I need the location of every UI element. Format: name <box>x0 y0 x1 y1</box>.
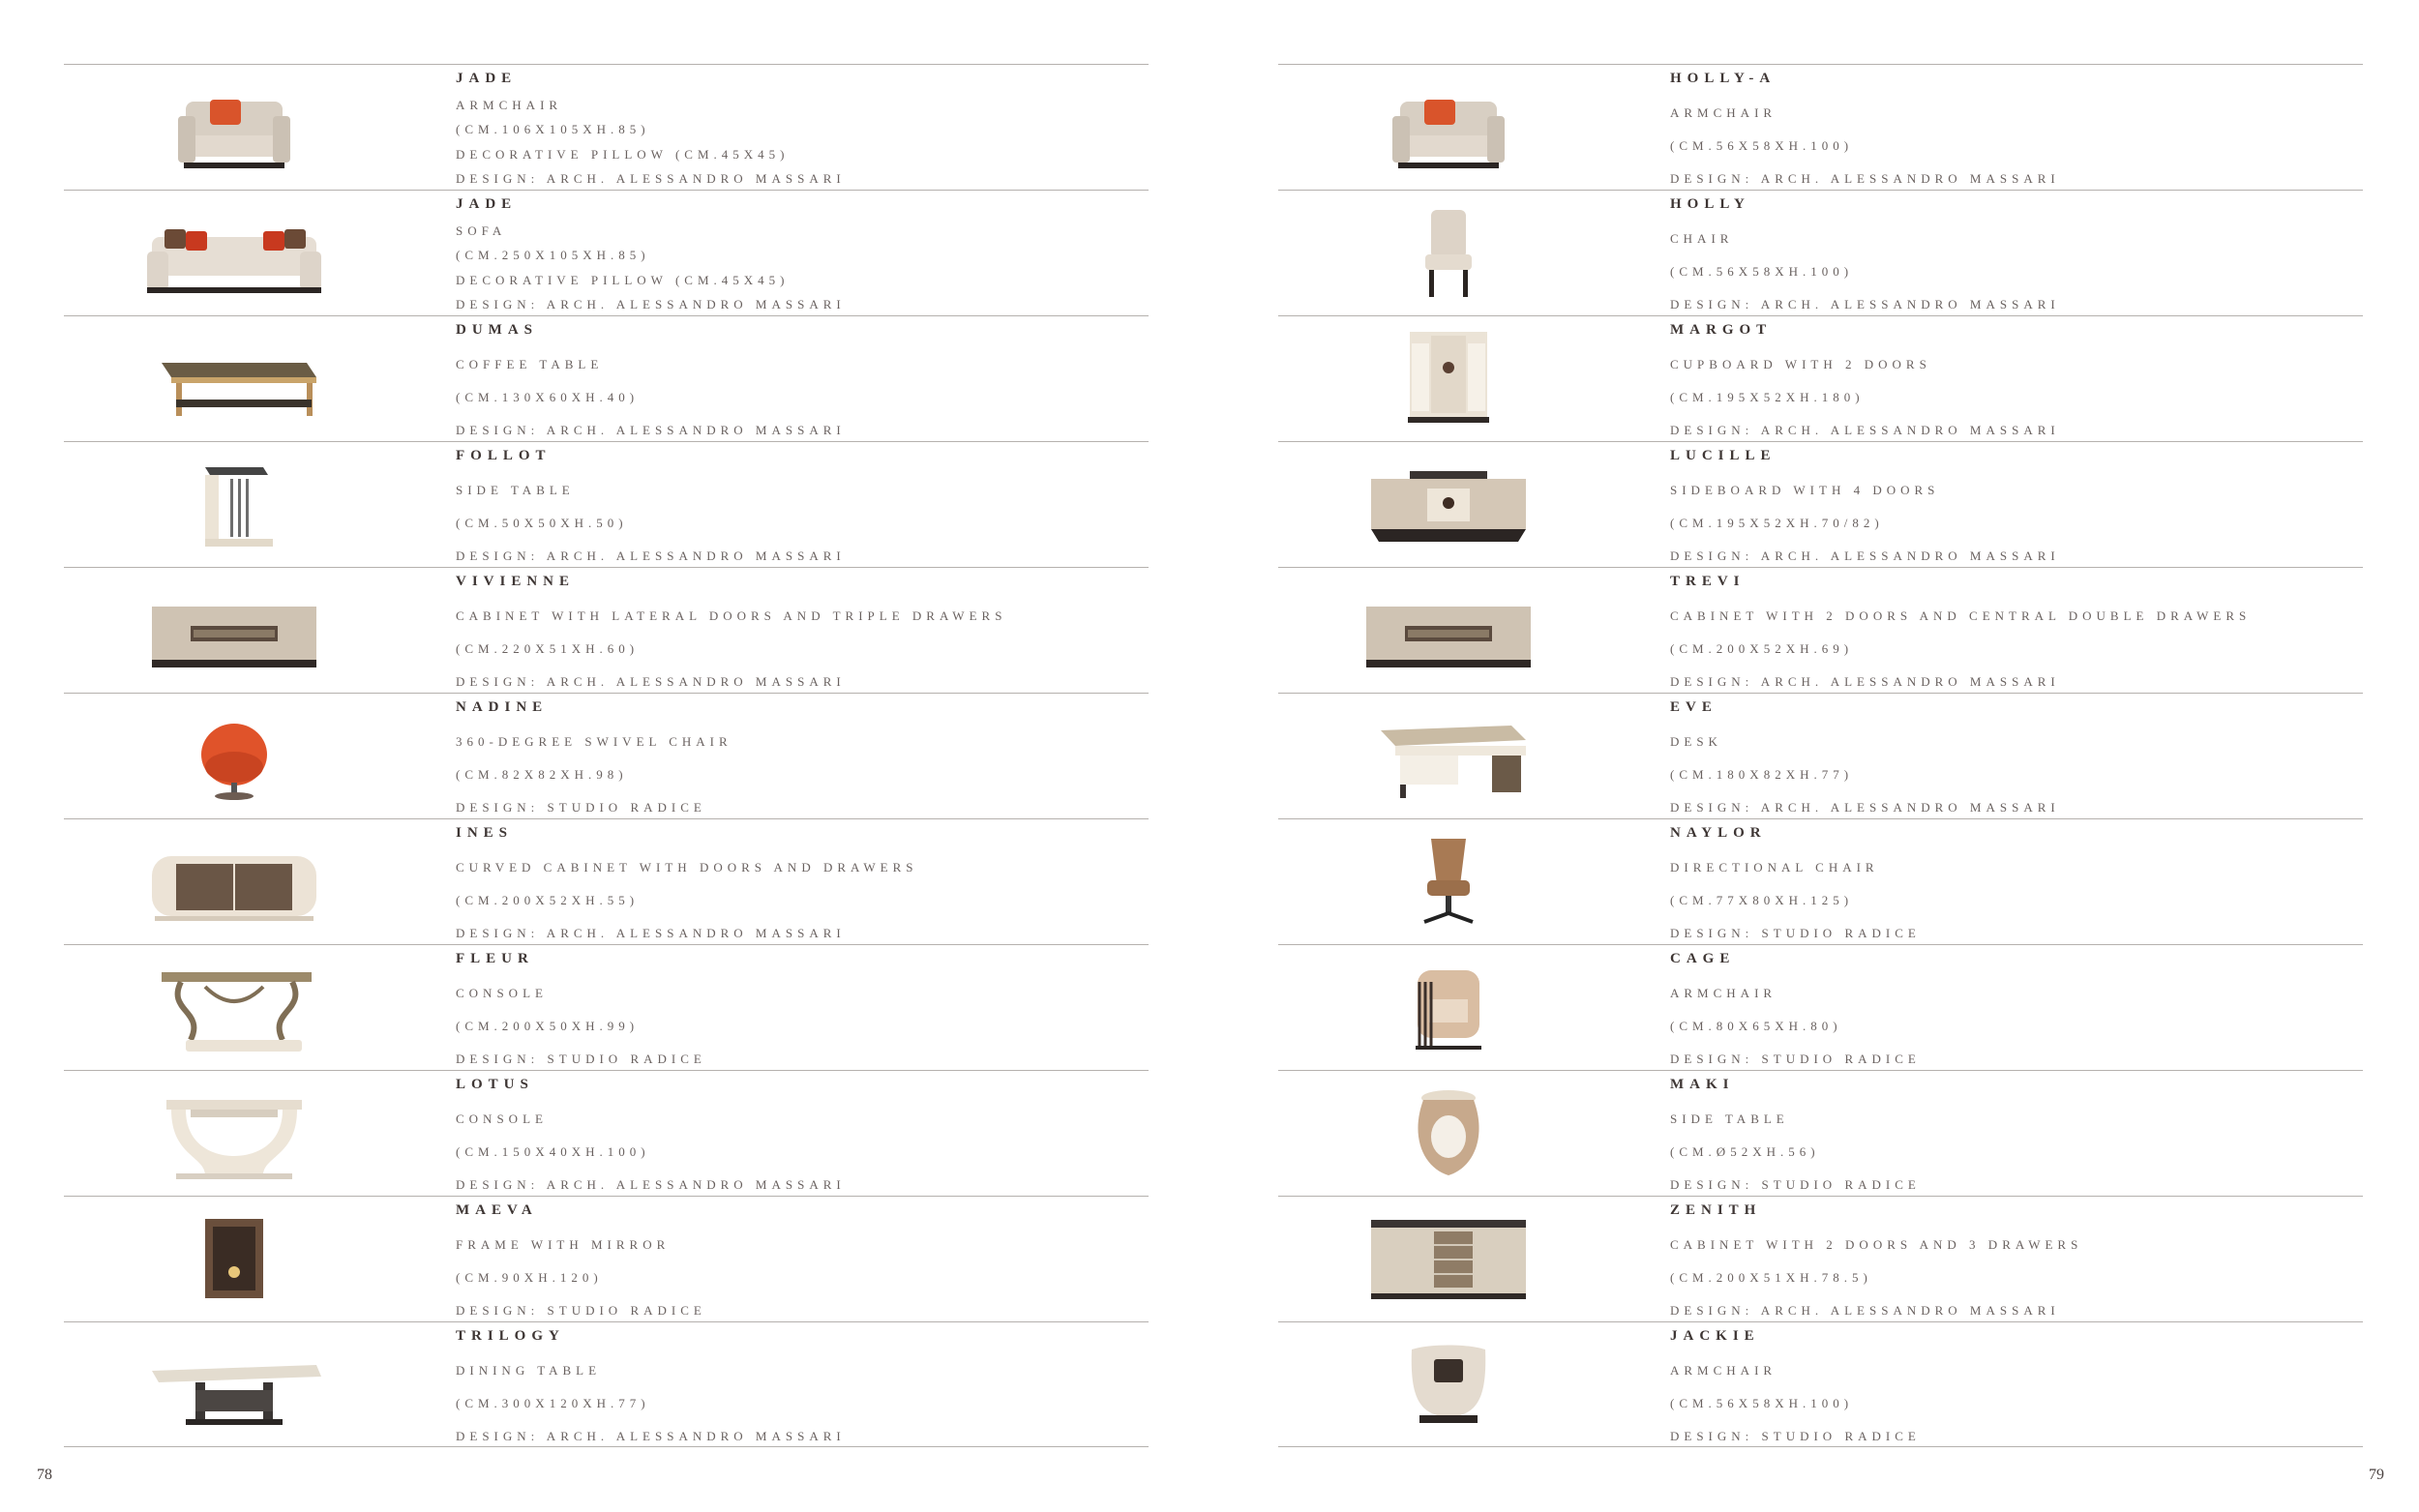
product-info <box>456 1075 1149 1193</box>
product-info <box>1670 194 2363 312</box>
product-name: MAEVA <box>456 1202 538 1218</box>
product-info <box>1670 572 2363 690</box>
product-detail-line: DESIGN: ARCH. ALESSANDRO MASSARI <box>1670 548 2060 563</box>
product-name: JADE <box>456 71 518 86</box>
product-info <box>1670 1201 2363 1319</box>
product-detail-line: DESIGN: STUDIO RADICE <box>456 1052 706 1066</box>
product-detail-line: DESIGN: STUDIO RADICE <box>1670 1429 1921 1443</box>
product-detail-line: DESIGN: STUDIO RADICE <box>1670 1052 1921 1066</box>
product-name: TRILOGY <box>456 1328 565 1344</box>
coffee-table-icon <box>137 324 331 432</box>
product-detail-line: (CM.50X50XH.50) <box>456 516 628 530</box>
product-name: MAKI <box>1670 1077 1735 1092</box>
product-row <box>1278 64 2363 190</box>
product-detail-line: DECORATIVE PILLOW (CM.45X45) <box>456 272 790 287</box>
product-detail-line: DESIGN: ARCH. ALESSANDRO MASSARI <box>1670 171 2060 186</box>
product-detail-line: COFFEE TABLE <box>456 357 604 371</box>
product-row <box>64 944 1149 1070</box>
product-detail-line: DESIGN: ARCH. ALESSANDRO MASSARI <box>456 423 846 437</box>
catalog-page-left <box>64 64 1149 1447</box>
product-info <box>1670 69 2363 187</box>
product-info <box>456 69 1149 187</box>
side-table-icon <box>137 450 331 558</box>
product-detail-line: DESIGN: ARCH. ALESSANDRO MASSARI <box>456 171 846 186</box>
tub-armchair-icon <box>1352 1330 1545 1438</box>
sofa-icon <box>137 198 331 307</box>
product-row <box>1278 818 2363 944</box>
console-icon <box>137 1079 331 1187</box>
curved-cabinet-icon <box>137 827 331 935</box>
product-detail-line: (CM.195X52XH.70/82) <box>1670 516 1884 530</box>
product-detail-line: ARMCHAIR <box>456 97 563 112</box>
product-row <box>1278 567 2363 693</box>
product-info <box>456 320 1149 438</box>
product-detail-line: (CM.200X50XH.99) <box>456 1019 640 1033</box>
product-row <box>64 441 1149 567</box>
ornate-console-icon <box>137 953 331 1061</box>
product-detail-line: FRAME WITH MIRROR <box>456 1237 671 1252</box>
product-detail-line: DESIGN: STUDIO RADICE <box>456 800 706 815</box>
product-detail-line: (CM.56X58XH.100) <box>1670 138 1854 153</box>
product-detail-line: (CM.90XH.120) <box>456 1270 603 1285</box>
product-info <box>456 697 1149 815</box>
product-row <box>1278 315 2363 441</box>
product-detail-line: DESIGN: ARCH. ALESSANDRO MASSARI <box>456 1177 846 1192</box>
product-detail-line: (CM.200X52XH.69) <box>1670 641 1854 656</box>
product-detail-line: CUPBOARD WITH 2 DOORS <box>1670 357 1931 371</box>
product-info <box>1670 1075 2363 1193</box>
product-detail-line: DESIGN: ARCH. ALESSANDRO MASSARI <box>1670 1303 2060 1318</box>
product-detail-line: (CM.Ø52XH.56) <box>1670 1144 1820 1159</box>
catalog-page-right <box>1278 64 2363 1447</box>
product-detail-line: DESIGN: ARCH. ALESSANDRO MASSARI <box>1670 423 2060 437</box>
page-number-left: 78 <box>37 1467 52 1483</box>
product-info <box>1670 320 2363 438</box>
product-info <box>1670 949 2363 1067</box>
product-name: TREVI <box>1670 574 1746 589</box>
product-info <box>456 823 1149 941</box>
product-detail-line: (CM.77X80XH.125) <box>1670 893 1854 907</box>
product-info <box>456 572 1149 690</box>
product-info <box>1670 446 2363 564</box>
product-row <box>1278 190 2363 315</box>
product-detail-line: CABINET WITH 2 DOORS AND 3 DRAWERS <box>1670 1237 2083 1252</box>
product-detail-line: DECORATIVE PILLOW (CM.45X45) <box>456 146 790 162</box>
drawer-cabinet-icon <box>1352 1204 1545 1313</box>
sideboard-icon <box>1352 450 1545 558</box>
product-detail-line: (CM.56X58XH.100) <box>1670 264 1854 279</box>
product-detail-line: SIDEBOARD WITH 4 DOORS <box>1670 483 1940 497</box>
product-detail-line: (CM.82X82XH.98) <box>456 767 628 782</box>
product-detail-line: ARMCHAIR <box>1670 986 1777 1000</box>
product-name: LUCILLE <box>1670 448 1777 463</box>
product-name: CAGE <box>1670 951 1736 966</box>
product-detail-line: CONSOLE <box>456 1112 548 1126</box>
product-name: MARGOT <box>1670 322 1773 338</box>
product-detail-line: (CM.56X58XH.100) <box>1670 1396 1854 1410</box>
product-detail-line: DESIGN: STUDIO RADICE <box>456 1303 706 1318</box>
cupboard-icon <box>1352 324 1545 432</box>
product-detail-line: DESK <box>1670 734 1722 749</box>
cage-armchair-icon <box>1352 953 1545 1061</box>
product-row <box>64 1196 1149 1321</box>
product-detail-line: DESIGN: ARCH. ALESSANDRO MASSARI <box>456 548 846 563</box>
product-row <box>1278 1070 2363 1196</box>
product-detail-line: (CM.150X40XH.100) <box>456 1144 650 1159</box>
product-row <box>1278 944 2363 1070</box>
product-info <box>1670 823 2363 941</box>
product-name: VIVIENNE <box>456 574 576 589</box>
product-row <box>1278 1321 2363 1447</box>
product-info <box>1670 1326 2363 1444</box>
product-detail-line: ARMCHAIR <box>1670 1363 1777 1378</box>
product-detail-line: DINING TABLE <box>456 1363 602 1378</box>
chair-icon <box>1352 198 1545 307</box>
product-name: JACKIE <box>1670 1328 1760 1344</box>
product-row <box>64 190 1149 315</box>
product-info <box>1670 697 2363 815</box>
mirror-icon <box>137 1204 331 1313</box>
product-detail-line: SOFA <box>456 222 507 238</box>
cabinet-icon <box>137 576 331 684</box>
product-detail-line: SIDE TABLE <box>1670 1112 1789 1126</box>
product-row <box>64 1070 1149 1196</box>
product-detail-line: CABINET WITH 2 DOORS AND CENTRAL DOUBLE DRAWERS <box>1670 608 2252 623</box>
product-detail-line: DESIGN: ARCH. ALESSANDRO MASSARI <box>456 297 846 311</box>
product-row <box>64 693 1149 818</box>
product-info <box>456 1326 1149 1444</box>
product-detail-line: (CM.195X52XH.180) <box>1670 390 1865 404</box>
product-info <box>456 1201 1149 1319</box>
product-name: EVE <box>1670 699 1717 715</box>
product-detail-line: (CM.130X60XH.40) <box>456 390 640 404</box>
product-name: FOLLOT <box>456 448 552 463</box>
product-detail-line: (CM.80X65XH.80) <box>1670 1019 1842 1033</box>
product-detail-line: (CM.300X120XH.77) <box>456 1396 650 1410</box>
product-row <box>64 818 1149 944</box>
product-detail-line: (CM.200X52XH.55) <box>456 893 640 907</box>
product-detail-line: DESIGN: ARCH. ALESSANDRO MASSARI <box>1670 297 2060 311</box>
product-detail-line: CONSOLE <box>456 986 548 1000</box>
product-name: HOLLY-A <box>1670 71 1777 86</box>
product-name: DUMAS <box>456 322 538 338</box>
product-detail-line: (CM.180X82XH.77) <box>1670 767 1854 782</box>
product-name: ZENITH <box>1670 1202 1762 1218</box>
product-row <box>64 64 1149 190</box>
dining-table-icon <box>137 1330 331 1438</box>
product-detail-line: (CM.106X105XH.85) <box>456 122 650 136</box>
product-info <box>456 949 1149 1067</box>
product-detail-line: CABINET WITH LATERAL DOORS AND TRIPLE DRAWERS <box>456 608 1007 623</box>
product-name: FLEUR <box>456 951 534 966</box>
product-detail-line: SIDE TABLE <box>456 483 575 497</box>
round-side-table-icon <box>1352 1079 1545 1187</box>
page-number-right: 79 <box>2369 1467 2384 1483</box>
product-row <box>1278 441 2363 567</box>
product-detail-line: DESIGN: ARCH. ALESSANDRO MASSARI <box>456 926 846 940</box>
product-row <box>64 567 1149 693</box>
product-name: NADINE <box>456 699 549 715</box>
product-info <box>456 446 1149 564</box>
desk-icon <box>1352 701 1545 810</box>
armchair-icon <box>1352 73 1545 181</box>
product-detail-line: DESIGN: ARCH. ALESSANDRO MASSARI <box>1670 674 2060 689</box>
cabinet-icon <box>1352 576 1545 684</box>
product-detail-line: (CM.200X51XH.78.5) <box>1670 1270 1872 1285</box>
swivel-chair-icon <box>137 701 331 810</box>
product-row <box>1278 693 2363 818</box>
product-row <box>1278 1196 2363 1321</box>
product-detail-line: DESIGN: STUDIO RADICE <box>1670 926 1921 940</box>
product-detail-line: DESIGN: ARCH. ALESSANDRO MASSARI <box>456 674 846 689</box>
product-info <box>456 194 1149 312</box>
product-detail-line: DESIGN: ARCH. ALESSANDRO MASSARI <box>456 1429 846 1443</box>
product-detail-line: CHAIR <box>1670 231 1734 246</box>
product-row <box>64 315 1149 441</box>
product-detail-line: (CM.250X105XH.85) <box>456 248 650 262</box>
product-detail-line: ARMCHAIR <box>1670 105 1777 120</box>
product-name: HOLLY <box>1670 196 1750 212</box>
product-detail-line: DIRECTIONAL CHAIR <box>1670 860 1879 875</box>
product-detail-line: CURVED CABINET WITH DOORS AND DRAWERS <box>456 860 918 875</box>
product-name: NAYLOR <box>1670 825 1767 841</box>
product-name: LOTUS <box>456 1077 534 1092</box>
product-detail-line: (CM.220X51XH.60) <box>456 641 640 656</box>
product-name: INES <box>456 825 514 841</box>
product-name: JADE <box>456 196 518 212</box>
product-detail-line: 360-DEGREE SWIVEL CHAIR <box>456 734 732 749</box>
armchair-icon <box>137 73 331 181</box>
office-chair-icon <box>1352 827 1545 935</box>
product-detail-line: DESIGN: ARCH. ALESSANDRO MASSARI <box>1670 800 2060 815</box>
product-detail-line: DESIGN: STUDIO RADICE <box>1670 1177 1921 1192</box>
product-row <box>64 1321 1149 1447</box>
